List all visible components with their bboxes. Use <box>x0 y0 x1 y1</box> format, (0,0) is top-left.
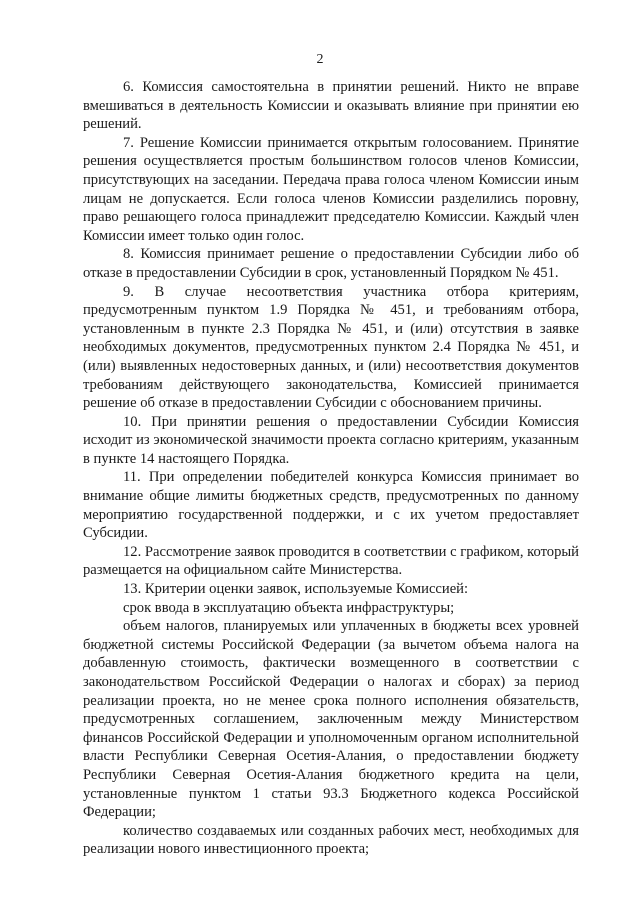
page-number: 2 <box>316 52 324 67</box>
paragraph-8: 8. Комиссия принимает решение о предоставлении Субсидии либо об отказе в предоставлении Субсидии в срок, установленный Порядком № 451. <box>83 246 579 281</box>
criterion-jobs-count: количество создаваемых или созданных рабочих мест, необходимых для реализации нового инвестиционного проекта; <box>83 822 579 858</box>
paragraph-6: 6. Комиссия самостоятельна в принятии решений. Никто не вправе вмешиваться в деятельность Комиссии и оказывать влияние при принятии ею решений. <box>83 79 579 133</box>
paragraph-12: 12. Рассмотрение заявок проводится в соответствии с графиком, который размещается на официальном сайте Министерства. <box>83 543 579 579</box>
paragraph-9: 9. В случае несоответствия участника отбора критериям, предусмотренным пунктом 1.9 Порядка № 451, и требованиям отбора, установленным в пункте 2.3 Порядка № 451, и (или) отсутствия в заявке необходимых документов, предусмотренных пунктом 2.4 Порядка № 451, и (или) выявленных недостоверных данных, и (или) несоответствия документов требованиям действующего законодательства, Комиссией принимается решение об отказе в предоставлении Субсидии с обоснованием причины. <box>83 283 579 412</box>
paragraph-10: 10. При принятии решения о предоставлении Субсидии Комиссия исходит из экономической значимости проекта согласно критериям, указанным в пункте 14 настоящего Порядка. <box>83 413 579 467</box>
document-body <box>83 78 579 859</box>
paragraph-11: 11. При определении победителей конкурса Комиссия принимает во внимание общие лимиты бюджетных средств, предусмотренных по данному мероприятию государственной поддержки, и с их учетом предоставляет Субсидии. <box>83 469 579 542</box>
paragraph-7: 7. Решение Комиссии принимается открытым голосованием. Принятие решения осуществляется простым большинством голосов членов Комиссии, присутствующих на заседании. Передача права голоса членом Комиссии иным лицам не допускается. Если голоса членов Комиссии разделились поровну, право решающего голоса принадлежит председателю Комиссии. Каждый член Комиссии имеет только один голос. <box>83 134 579 244</box>
criterion-tax-volume: объем налогов, планируемых или уплаченных в бюджеты всех уровней бюджетной системы Российской Федерации (за вычетом объема налога на добавленную стоимость, фактически возмещенного в соответствии с законодательством Российской Федерации о налогах и сборах) за период реализации проекта, но не менее срока полного исполнения обязательств, предусмотренных соглашением, заключенным между Министерством финансов Российской Федерации и уполномоченным органом исполнительной власти Республики Северная Осетия-Алания, о предоставлении бюджету Республики Северная Осетия-Алания бюджетного кредита на цели, установленные пунктом 1 статьи 93.3 Бюджетного кодекса Российской Федерации; <box>83 618 579 821</box>
paragraph-13: 13. Критерии оценки заявок, используемые Комиссией: <box>123 581 469 598</box>
criterion-commissioning-term: срок ввода в эксплуатацию объекта инфраструктуры; <box>123 599 455 616</box>
